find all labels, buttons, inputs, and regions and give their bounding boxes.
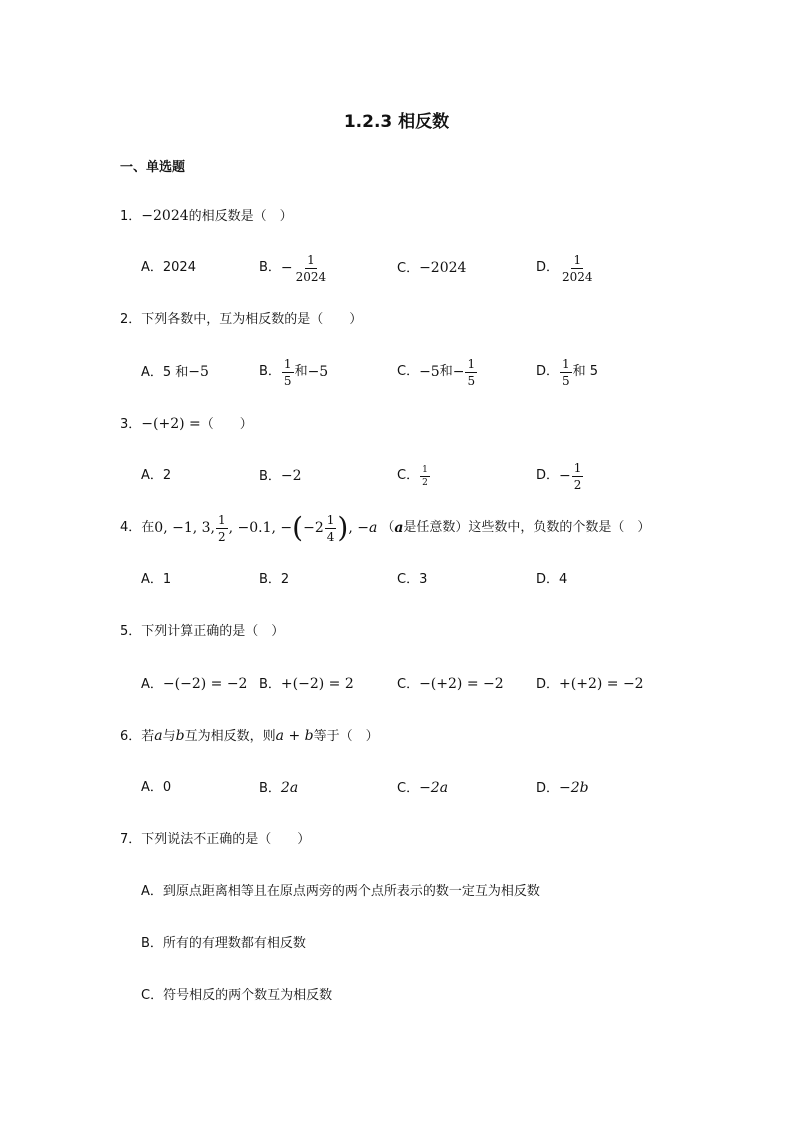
- fraction: [560, 357, 572, 388]
- option-d: [536, 459, 584, 493]
- option-b: [259, 251, 329, 285]
- option-c: [397, 260, 466, 277]
- math-expr: −2b: [559, 780, 589, 796]
- math-expr: +(−2) = 2: [280, 676, 354, 692]
- page-title: 1.2.3 相反数: [343, 112, 450, 132]
- question-text: （: [381, 520, 395, 535]
- question-text: 下列计算正确的是（ ）: [141, 624, 285, 639]
- option-d: [536, 251, 596, 285]
- option-label: D．: [536, 677, 560, 692]
- option-a: A．到原点距离相等且在原点两旁的两个点所表示的数一定互为相反数: [141, 884, 540, 899]
- fraction: [420, 465, 430, 488]
- math-expr: −2a: [419, 780, 449, 796]
- option-label: D．: [536, 781, 560, 796]
- denominator: 5: [562, 373, 570, 388]
- question-6: [120, 728, 379, 745]
- denominator: 5: [283, 373, 292, 388]
- question-number: 1．: [120, 209, 142, 224]
- option-d: [536, 355, 598, 389]
- option-d: D．4: [536, 572, 568, 587]
- question-text: 在: [141, 520, 155, 535]
- option-label: B．: [259, 260, 281, 275]
- denominator: 2: [218, 529, 226, 544]
- fraction: [325, 513, 337, 544]
- question-text: 是任意数）这些数中，负数的个数是（ ）: [403, 520, 651, 535]
- question-text: 与: [162, 729, 176, 744]
- left-paren: (: [292, 511, 304, 544]
- math-variable: a: [154, 728, 163, 744]
- option-c: C．3: [397, 572, 428, 587]
- option-b: [259, 355, 328, 389]
- option-label: B．: [259, 677, 281, 692]
- option-label: C．: [397, 261, 420, 276]
- option-b: B．2: [259, 572, 290, 587]
- numerator: 1: [218, 512, 226, 527]
- option-c: [397, 676, 504, 693]
- question-text: 等于（ ）: [313, 729, 379, 744]
- denominator: 2: [422, 477, 428, 488]
- option-c: [397, 460, 431, 492]
- math-expr: −(+2) =: [141, 416, 201, 432]
- math-expr: , −0.1, −: [228, 520, 293, 536]
- math-expr: 2a: [280, 780, 299, 796]
- denominator: 4: [326, 529, 335, 544]
- question-3: [120, 416, 253, 433]
- option-label: B．: [259, 781, 281, 796]
- question-text: 互为相反数，则: [184, 729, 276, 744]
- math-expr: a + b: [275, 728, 314, 744]
- minus-sign: −: [452, 364, 465, 380]
- numerator: 1: [573, 252, 582, 267]
- math-expr: −2: [280, 468, 302, 484]
- fraction: [294, 253, 329, 284]
- option-label: C．: [397, 364, 420, 379]
- connector-text: 和: [439, 364, 453, 379]
- option-a: A．1: [141, 572, 172, 587]
- option-b: B．所有的有理数都有相反数: [141, 936, 306, 951]
- option-label: C．: [397, 677, 420, 692]
- math-expr: +(+2) = −2: [559, 676, 644, 692]
- question-2: [120, 312, 362, 328]
- option-a: A．2: [141, 468, 172, 483]
- option-d: [536, 676, 644, 693]
- numerator: 1: [562, 356, 570, 371]
- question-4: [120, 509, 650, 547]
- question-7: [120, 832, 310, 848]
- numerator: 1: [283, 356, 292, 371]
- minus-sign: −: [280, 260, 293, 276]
- math-expr: −(−2) = −2: [162, 676, 248, 692]
- right-paren: ): [337, 511, 349, 544]
- math-expr: −5: [307, 364, 329, 380]
- numerator: 1: [467, 356, 476, 371]
- question-number: 4．: [120, 520, 142, 535]
- math-expr: 0, −1, 3,: [154, 520, 215, 536]
- option-c: [397, 355, 478, 389]
- option-a: [141, 364, 209, 381]
- question-number: 6．: [120, 729, 142, 744]
- option-a: [141, 676, 247, 693]
- option-b: [259, 676, 354, 693]
- question-number: 5．: [120, 624, 142, 639]
- question-text: 下列各数中，互为相反数的是（ ）: [141, 312, 363, 327]
- numerator: 1: [326, 512, 335, 527]
- option-label: C．: [397, 468, 420, 483]
- math-variable: b: [175, 728, 185, 744]
- option-label: C．: [397, 781, 420, 796]
- option-c: C．符号相反的两个数互为相反数: [141, 988, 333, 1003]
- math-expr: , −: [348, 520, 369, 536]
- question-text: 若: [141, 729, 155, 744]
- math-expr: −(+2) = −2: [419, 676, 504, 692]
- denominator: 2: [573, 477, 582, 492]
- numerator: 1: [307, 252, 315, 267]
- fraction: [282, 357, 294, 388]
- question-text: （ ）: [200, 417, 253, 432]
- question-number: 2．: [120, 312, 142, 327]
- option-a: A．0: [141, 780, 172, 795]
- minus-sign: −: [559, 468, 571, 484]
- option-label: B．: [259, 364, 281, 379]
- math-expr: −5: [188, 364, 209, 380]
- fraction: [465, 357, 477, 388]
- question-number: 7．: [120, 832, 142, 847]
- option-label: A．5 和: [141, 365, 189, 380]
- numerator: 1: [422, 464, 428, 475]
- question-number: 3．: [120, 417, 142, 432]
- connector-text: 和: [294, 364, 308, 379]
- math-variable: a: [394, 520, 404, 536]
- math-variable: a: [368, 520, 378, 536]
- question-text: 的相反数是（ ）: [188, 209, 293, 224]
- option-b: [259, 468, 302, 485]
- option-label: B．: [259, 469, 281, 484]
- math-expr: −2024: [141, 208, 189, 224]
- option-d: [536, 780, 589, 797]
- question-5: [120, 624, 284, 640]
- question-1: [120, 208, 293, 225]
- math-expr: −2024: [419, 260, 467, 276]
- denominator: 2024: [562, 269, 593, 284]
- denominator: 5: [467, 373, 476, 388]
- option-label: D．: [536, 260, 560, 275]
- fraction: [216, 513, 228, 544]
- math-expr: −2: [303, 520, 324, 536]
- option-c: [397, 780, 448, 797]
- numerator: 1: [573, 460, 582, 475]
- math-expr: −5: [419, 364, 440, 380]
- option-label: A．: [141, 677, 163, 692]
- fraction: [560, 253, 595, 284]
- option-label: D．: [536, 364, 560, 379]
- option-b: [259, 780, 298, 797]
- section-heading: 一、单选题: [120, 160, 186, 175]
- question-text: 下列说法不正确的是（ ）: [141, 832, 311, 847]
- denominator: 2024: [295, 269, 327, 284]
- connector-text: 和 5: [572, 364, 599, 379]
- fraction: [572, 461, 584, 492]
- option-a: A．2024: [141, 260, 196, 275]
- option-label: D．: [536, 468, 560, 483]
